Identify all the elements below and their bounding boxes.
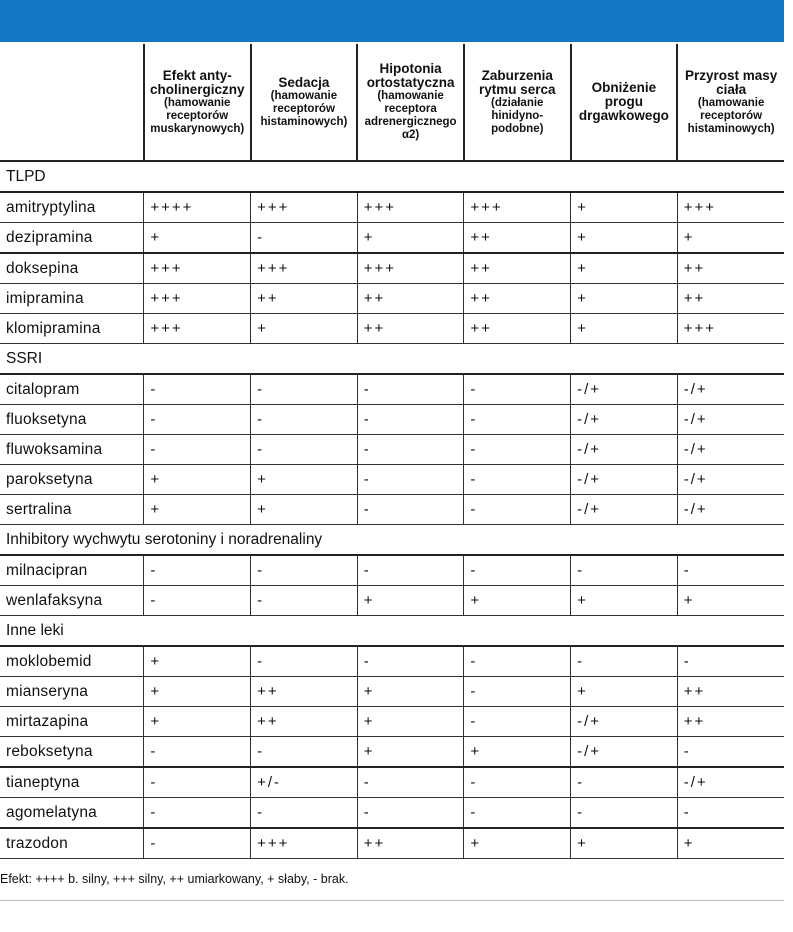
drug-name: amitryptylina: [0, 192, 144, 223]
group-row: [0, 525, 784, 556]
effect-value: -/+: [677, 435, 784, 465]
drug-name: trazodon: [0, 828, 144, 859]
bottom-divider: [0, 900, 784, 901]
table-row: [0, 828, 784, 859]
table-header-row: [0, 44, 784, 161]
effect-value: -/+: [571, 435, 678, 465]
group-row: [0, 616, 784, 647]
effect-value: -: [144, 767, 251, 798]
effect-value: +++: [251, 253, 358, 284]
table-row: [0, 586, 784, 616]
effect-value: +: [144, 465, 251, 495]
table-row: [0, 798, 784, 829]
drug-name: milnacipran: [0, 555, 144, 586]
drug-name: klomipramina: [0, 314, 144, 344]
group-title: Inne leki: [0, 616, 784, 647]
effect-value: +: [144, 495, 251, 525]
table-row: [0, 192, 784, 223]
column-header-title: Sedacja: [278, 74, 330, 90]
effect-value: -: [357, 465, 464, 495]
effect-value: -: [464, 707, 571, 737]
effect-value: -: [251, 798, 358, 829]
effect-value: -: [357, 798, 464, 829]
table-row: [0, 374, 784, 405]
effect-value: +: [571, 253, 678, 284]
table-row: [0, 314, 784, 344]
effect-value: -/+: [571, 737, 678, 768]
effect-value: ++: [677, 707, 784, 737]
drug-name: fluwoksamina: [0, 435, 144, 465]
table-row: [0, 465, 784, 495]
effect-value: -: [464, 555, 571, 586]
effect-value: +: [357, 586, 464, 616]
effect-value: +: [571, 284, 678, 314]
effect-value: ++: [464, 253, 571, 284]
effect-value: +++: [357, 253, 464, 284]
effect-value: +++: [144, 314, 251, 344]
effect-value: +: [571, 677, 678, 707]
effect-value: +: [357, 737, 464, 768]
effect-value: -/+: [571, 495, 678, 525]
column-header-title: Przyrost masy ciała: [684, 67, 778, 97]
effect-value: +++: [144, 284, 251, 314]
effect-value: -/+: [677, 495, 784, 525]
effect-value: -: [144, 435, 251, 465]
column-header-subtitle: (hamowanie receptora adrenergicznego α2): [364, 90, 457, 141]
effect-value: -: [677, 798, 784, 829]
effect-value: -: [571, 798, 678, 829]
effect-value: ++: [251, 707, 358, 737]
effect-value: ++: [464, 314, 571, 344]
column-header-subtitle: (hamowanie receptorów histaminowych): [260, 89, 348, 128]
effect-value: -: [144, 737, 251, 768]
table-row: [0, 495, 784, 525]
effect-value: +: [251, 314, 358, 344]
effect-value: -/+: [677, 465, 784, 495]
effect-value: +: [464, 737, 571, 768]
effect-value: ++: [464, 284, 571, 314]
effect-value: +: [571, 314, 678, 344]
header-blank: [0, 44, 144, 161]
drug-name: reboksetyna: [0, 737, 144, 768]
effect-value: -/+: [677, 374, 784, 405]
drug-name: doksepina: [0, 253, 144, 284]
table-row: [0, 284, 784, 314]
effect-value: -: [571, 767, 678, 798]
effect-value: +: [571, 586, 678, 616]
effect-value: -: [464, 495, 571, 525]
effect-value: ++: [251, 677, 358, 707]
drug-name: citalopram: [0, 374, 144, 405]
column-header-1: [251, 44, 358, 161]
effect-value: +: [571, 223, 678, 254]
effect-value: -: [251, 586, 358, 616]
effect-value: -: [464, 677, 571, 707]
effect-value: -: [357, 435, 464, 465]
column-header-title: Zaburzenia rytmu serca: [478, 67, 556, 97]
effect-value: +++: [677, 314, 784, 344]
table-row: [0, 223, 784, 254]
effect-value: +: [144, 223, 251, 254]
drug-name: agomelatyna: [0, 798, 144, 829]
effect-value: -: [357, 405, 464, 435]
effect-value: ++: [357, 828, 464, 859]
effect-value: -: [357, 767, 464, 798]
effect-value: -: [251, 555, 358, 586]
table-row: [0, 405, 784, 435]
effect-value: +++: [144, 253, 251, 284]
effect-value: -: [251, 435, 358, 465]
effect-value: -/+: [571, 374, 678, 405]
drug-name: moklobemid: [0, 646, 144, 677]
effect-value: +++: [677, 192, 784, 223]
effect-value: +: [144, 707, 251, 737]
effect-value: +: [357, 677, 464, 707]
effect-value: +: [677, 223, 784, 254]
effect-value: -: [464, 374, 571, 405]
drug-name: imipramina: [0, 284, 144, 314]
effect-value: -: [464, 798, 571, 829]
effect-value: +: [144, 677, 251, 707]
effect-value: -: [357, 646, 464, 677]
column-header-3: [464, 44, 571, 161]
effect-value: +: [464, 828, 571, 859]
effect-value: +: [571, 192, 678, 223]
effect-value: ++: [677, 677, 784, 707]
table-row: [0, 767, 784, 798]
effect-value: +: [571, 828, 678, 859]
effect-value: -: [144, 586, 251, 616]
column-header-subtitle: (hamowanie receptorów muskarynowych): [150, 96, 245, 135]
effect-value: +++: [251, 192, 358, 223]
table-row: [0, 646, 784, 677]
drug-name: sertralina: [0, 495, 144, 525]
column-header-title: Obniżenie progu drgawkowego: [578, 80, 669, 123]
drug-name: dezipramina: [0, 223, 144, 254]
column-header-title: Hipotonia ortostatyczna: [366, 61, 455, 90]
group-title: SSRI: [0, 344, 784, 375]
table-row: [0, 707, 784, 737]
drug-name: wenlafaksyna: [0, 586, 144, 616]
table-row: [0, 677, 784, 707]
effect-value: -: [357, 555, 464, 586]
effect-value: -/+: [677, 767, 784, 798]
effect-value: -: [464, 435, 571, 465]
effect-value: +: [251, 495, 358, 525]
effect-value: -: [571, 646, 678, 677]
table-body: [0, 161, 784, 859]
effect-value: +: [357, 707, 464, 737]
column-header-5: [677, 44, 784, 161]
column-header-0: [144, 44, 251, 161]
effect-value: ++: [677, 284, 784, 314]
group-title: Inhibitory wychwytu serotoniny i noradrenaliny: [0, 525, 784, 556]
effect-value: -/+: [677, 405, 784, 435]
effect-value: -: [677, 646, 784, 677]
drug-name: tianeptyna: [0, 767, 144, 798]
effect-value: ++: [677, 253, 784, 284]
effect-value: -: [464, 646, 571, 677]
group-title: TLPD: [0, 161, 784, 192]
column-header-subtitle: (hamowanie receptorów histaminowych): [687, 96, 775, 135]
column-header-2: [357, 44, 464, 161]
effect-value: -: [357, 374, 464, 405]
effect-value: +: [357, 223, 464, 254]
effect-value: -: [677, 555, 784, 586]
side-effects-table: [0, 44, 784, 859]
effect-value: -: [251, 405, 358, 435]
table-row: [0, 737, 784, 768]
effect-value: +: [464, 586, 571, 616]
effect-value: -: [251, 737, 358, 768]
effect-value: -: [144, 798, 251, 829]
effect-value: ++: [357, 314, 464, 344]
effect-value: -: [464, 405, 571, 435]
effect-value: -: [357, 495, 464, 525]
effect-value: +++: [357, 192, 464, 223]
drug-name: fluoksetyna: [0, 405, 144, 435]
effect-value: -/+: [571, 405, 678, 435]
effect-value: +++: [464, 192, 571, 223]
effect-value: +: [677, 828, 784, 859]
effect-value: -: [251, 374, 358, 405]
effect-value: -: [251, 646, 358, 677]
effect-value: +: [251, 465, 358, 495]
effect-value: +/-: [251, 767, 358, 798]
effect-value: -: [571, 555, 678, 586]
table-row: [0, 253, 784, 284]
footnote: Efekt: ++++ b. silny, +++ silny, ++ umiarkowany, + słaby, - brak.: [0, 872, 349, 886]
table-row: [0, 435, 784, 465]
drug-name: mianseryna: [0, 677, 144, 707]
drug-name: mirtazapina: [0, 707, 144, 737]
effect-value: ++: [464, 223, 571, 254]
group-row: [0, 161, 784, 192]
effect-value: -: [144, 374, 251, 405]
effect-value: -/+: [571, 707, 678, 737]
effect-value: -: [144, 828, 251, 859]
drug-name: paroksetyna: [0, 465, 144, 495]
effect-value: -: [464, 465, 571, 495]
effect-value: ++: [357, 284, 464, 314]
effect-value: -: [251, 223, 358, 254]
effect-value: -/+: [571, 465, 678, 495]
column-header-title: Efekt anty-cholinergiczny: [149, 67, 245, 97]
column-header-4: [571, 44, 678, 161]
table-row: [0, 555, 784, 586]
effect-value: -: [144, 405, 251, 435]
effect-value: -: [144, 555, 251, 586]
group-row: [0, 344, 784, 375]
effect-value: +: [144, 646, 251, 677]
effect-value: ++++: [144, 192, 251, 223]
effect-value: -: [677, 737, 784, 768]
effect-value: -: [464, 767, 571, 798]
column-header-subtitle: (działanie hinidyno-podobne): [491, 96, 544, 135]
effect-value: ++: [251, 284, 358, 314]
header-bar: [0, 0, 784, 42]
effect-value: +++: [251, 828, 358, 859]
effect-value: +: [677, 586, 784, 616]
